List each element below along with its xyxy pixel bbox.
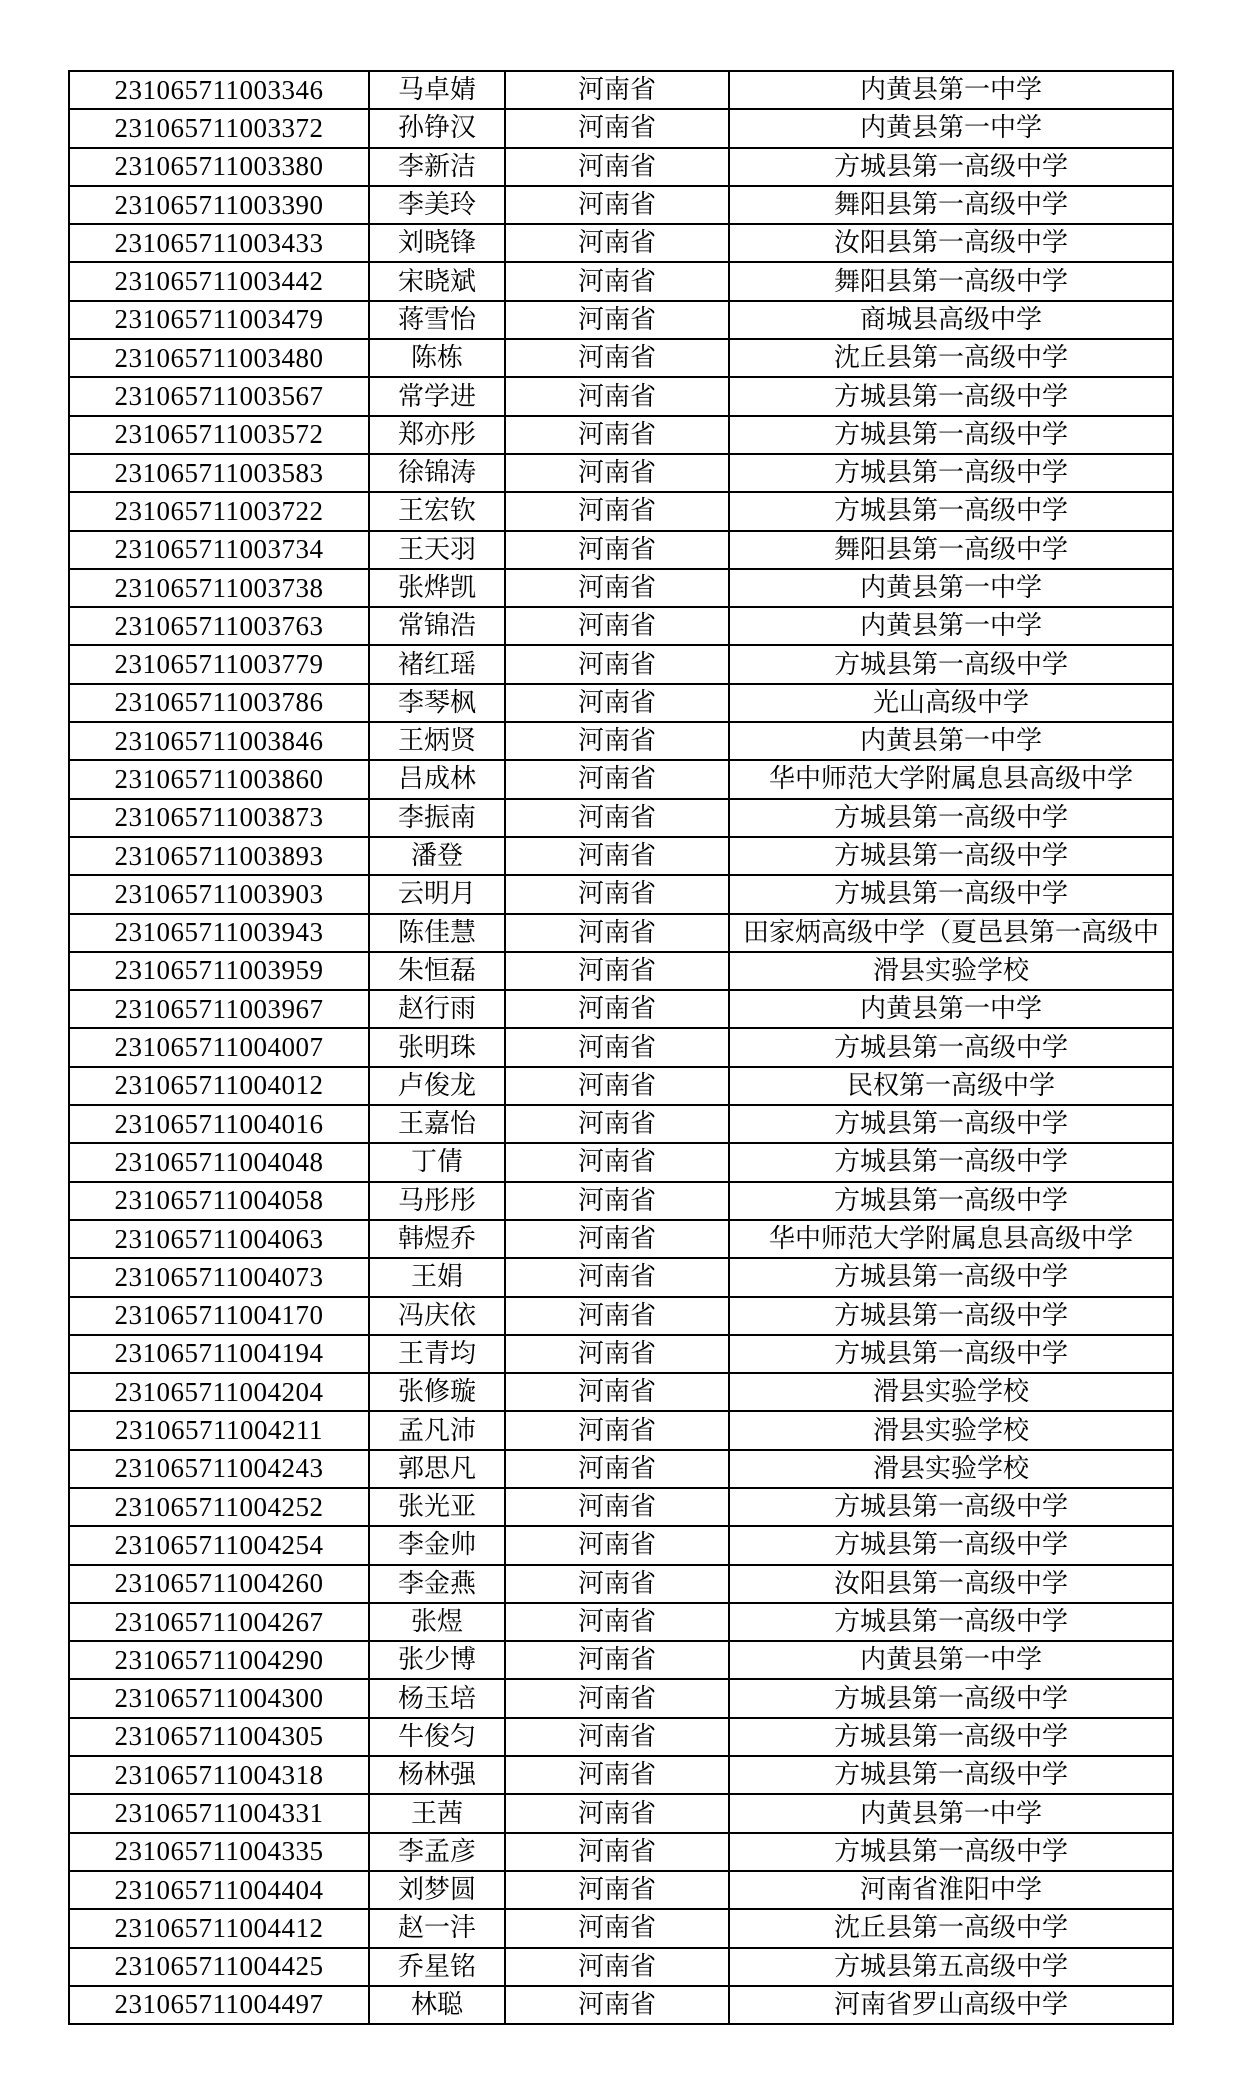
student-name-cell: 徐锦涛 bbox=[369, 454, 505, 492]
candidate-id-cell: 231065711004170 bbox=[69, 1297, 369, 1335]
province-cell: 河南省 bbox=[505, 1220, 729, 1258]
school-cell: 内黄县第一中学 bbox=[729, 607, 1173, 645]
school-cell: 民权第一高级中学 bbox=[729, 1067, 1173, 1105]
table-row bbox=[69, 1105, 1173, 1143]
province-cell: 河南省 bbox=[505, 531, 729, 569]
student-name-cell: 张少博 bbox=[369, 1641, 505, 1679]
school-cell: 内黄县第一中学 bbox=[729, 109, 1173, 147]
candidate-id-cell: 231065711004260 bbox=[69, 1565, 369, 1603]
province-cell: 河南省 bbox=[505, 301, 729, 339]
province-cell: 河南省 bbox=[505, 1909, 729, 1947]
student-name-cell: 王嘉怡 bbox=[369, 1105, 505, 1143]
province-cell: 河南省 bbox=[505, 1297, 729, 1335]
province-cell: 河南省 bbox=[505, 799, 729, 837]
student-name-cell: 郑亦彤 bbox=[369, 416, 505, 454]
province-cell: 河南省 bbox=[505, 148, 729, 186]
school-cell: 汝阳县第一高级中学 bbox=[729, 1565, 1173, 1603]
table-row bbox=[69, 1526, 1173, 1564]
candidate-id-cell: 231065711003583 bbox=[69, 454, 369, 492]
student-name-cell: 蒋雪怡 bbox=[369, 301, 505, 339]
school-cell: 方城县第一高级中学 bbox=[729, 454, 1173, 492]
table-row bbox=[69, 1871, 1173, 1909]
student-name-cell: 常锦浩 bbox=[369, 607, 505, 645]
candidate-id-cell: 231065711003480 bbox=[69, 339, 369, 377]
candidate-id-cell: 231065711004211 bbox=[69, 1411, 369, 1449]
student-name-cell: 张修璇 bbox=[369, 1373, 505, 1411]
table-row bbox=[69, 454, 1173, 492]
table-row bbox=[69, 1833, 1173, 1871]
province-cell: 河南省 bbox=[505, 1641, 729, 1679]
school-cell: 方城县第一高级中学 bbox=[729, 1526, 1173, 1564]
province-cell: 河南省 bbox=[505, 645, 729, 683]
student-name-cell: 乔星铭 bbox=[369, 1948, 505, 1986]
candidate-id-cell: 231065711004412 bbox=[69, 1909, 369, 1947]
school-cell: 汝阳县第一高级中学 bbox=[729, 224, 1173, 262]
table-row bbox=[69, 1373, 1173, 1411]
province-cell: 河南省 bbox=[505, 1679, 729, 1717]
table-row bbox=[69, 1794, 1173, 1832]
school-cell: 内黄县第一中学 bbox=[729, 1794, 1173, 1832]
school-cell: 方城县第一高级中学 bbox=[729, 1105, 1173, 1143]
province-cell: 河南省 bbox=[505, 760, 729, 798]
table-row bbox=[69, 1909, 1173, 1947]
candidate-id-cell: 231065711003959 bbox=[69, 952, 369, 990]
table-row bbox=[69, 492, 1173, 530]
student-name-cell: 卢俊龙 bbox=[369, 1067, 505, 1105]
student-name-cell: 潘登 bbox=[369, 837, 505, 875]
student-name-cell: 朱恒磊 bbox=[369, 952, 505, 990]
province-cell: 河南省 bbox=[505, 1948, 729, 1986]
province-cell: 河南省 bbox=[505, 1488, 729, 1526]
student-name-cell: 张烨凯 bbox=[369, 569, 505, 607]
student-name-cell: 郭思凡 bbox=[369, 1450, 505, 1488]
school-cell: 舞阳县第一高级中学 bbox=[729, 531, 1173, 569]
table-row bbox=[69, 1067, 1173, 1105]
province-cell: 河南省 bbox=[505, 1833, 729, 1871]
school-cell: 方城县第一高级中学 bbox=[729, 875, 1173, 913]
student-name-cell: 张光亚 bbox=[369, 1488, 505, 1526]
school-cell: 方城县第一高级中学 bbox=[729, 1335, 1173, 1373]
candidate-id-cell: 231065711004063 bbox=[69, 1220, 369, 1258]
province-cell: 河南省 bbox=[505, 1028, 729, 1066]
student-name-cell: 李金燕 bbox=[369, 1565, 505, 1603]
student-name-cell: 王娟 bbox=[369, 1258, 505, 1296]
student-name-cell: 林聪 bbox=[369, 1986, 505, 2024]
candidate-id-cell: 231065711003390 bbox=[69, 186, 369, 224]
candidate-id-cell: 231065711004007 bbox=[69, 1028, 369, 1066]
province-cell: 河南省 bbox=[505, 109, 729, 147]
school-cell: 河南省淮阳中学 bbox=[729, 1871, 1173, 1909]
student-name-cell: 王茜 bbox=[369, 1794, 505, 1832]
province-cell: 河南省 bbox=[505, 914, 729, 952]
student-name-cell: 马彤彤 bbox=[369, 1182, 505, 1220]
student-name-cell: 宋晓斌 bbox=[369, 262, 505, 300]
candidate-id-cell: 231065711004252 bbox=[69, 1488, 369, 1526]
school-cell: 方城县第一高级中学 bbox=[729, 1297, 1173, 1335]
candidate-id-cell: 231065711004267 bbox=[69, 1603, 369, 1641]
candidate-id-cell: 231065711004243 bbox=[69, 1450, 369, 1488]
table-row bbox=[69, 1220, 1173, 1258]
table-row bbox=[69, 607, 1173, 645]
school-cell: 内黄县第一中学 bbox=[729, 1641, 1173, 1679]
province-cell: 河南省 bbox=[505, 1565, 729, 1603]
school-cell: 方城县第一高级中学 bbox=[729, 1833, 1173, 1871]
school-cell: 舞阳县第一高级中学 bbox=[729, 262, 1173, 300]
candidate-id-cell: 231065711003722 bbox=[69, 492, 369, 530]
student-name-cell: 王青均 bbox=[369, 1335, 505, 1373]
candidate-id-cell: 231065711003786 bbox=[69, 684, 369, 722]
student-name-cell: 丁倩 bbox=[369, 1143, 505, 1181]
table-row bbox=[69, 531, 1173, 569]
table-row bbox=[69, 1297, 1173, 1335]
table-row bbox=[69, 71, 1173, 109]
school-cell: 方城县第一高级中学 bbox=[729, 1258, 1173, 1296]
table-row bbox=[69, 952, 1173, 990]
province-cell: 河南省 bbox=[505, 1182, 729, 1220]
province-cell: 河南省 bbox=[505, 416, 729, 454]
candidate-id-cell: 231065711004016 bbox=[69, 1105, 369, 1143]
province-cell: 河南省 bbox=[505, 1526, 729, 1564]
province-cell: 河南省 bbox=[505, 1067, 729, 1105]
table-row bbox=[69, 186, 1173, 224]
school-cell: 华中师范大学附属息县高级中学 bbox=[729, 1220, 1173, 1258]
table-row bbox=[69, 1603, 1173, 1641]
candidate-id-cell: 231065711004497 bbox=[69, 1986, 369, 2024]
province-cell: 河南省 bbox=[505, 837, 729, 875]
candidate-id-cell: 231065711003738 bbox=[69, 569, 369, 607]
table-row bbox=[69, 1028, 1173, 1066]
province-cell: 河南省 bbox=[505, 684, 729, 722]
school-cell: 方城县第一高级中学 bbox=[729, 377, 1173, 415]
table-row bbox=[69, 1756, 1173, 1794]
candidate-id-cell: 231065711003763 bbox=[69, 607, 369, 645]
table-row bbox=[69, 914, 1173, 952]
school-cell: 沈丘县第一高级中学 bbox=[729, 339, 1173, 377]
student-name-cell: 赵行雨 bbox=[369, 990, 505, 1028]
table-row bbox=[69, 760, 1173, 798]
table-row bbox=[69, 262, 1173, 300]
candidate-id-cell: 231065711003860 bbox=[69, 760, 369, 798]
candidate-id-cell: 231065711004254 bbox=[69, 1526, 369, 1564]
candidate-id-cell: 231065711004290 bbox=[69, 1641, 369, 1679]
student-name-cell: 李振南 bbox=[369, 799, 505, 837]
student-name-cell: 王炳贤 bbox=[369, 722, 505, 760]
province-cell: 河南省 bbox=[505, 1335, 729, 1373]
student-name-cell: 吕成林 bbox=[369, 760, 505, 798]
candidate-id-cell: 231065711004204 bbox=[69, 1373, 369, 1411]
table-row bbox=[69, 990, 1173, 1028]
school-cell: 方城县第一高级中学 bbox=[729, 1603, 1173, 1641]
province-cell: 河南省 bbox=[505, 262, 729, 300]
table-row bbox=[69, 1182, 1173, 1220]
candidate-id-cell: 231065711004048 bbox=[69, 1143, 369, 1181]
candidate-id-cell: 231065711003380 bbox=[69, 148, 369, 186]
school-cell: 滑县实验学校 bbox=[729, 952, 1173, 990]
student-name-cell: 杨玉培 bbox=[369, 1679, 505, 1717]
candidate-id-cell: 231065711003734 bbox=[69, 531, 369, 569]
school-cell: 方城县第一高级中学 bbox=[729, 645, 1173, 683]
table-row bbox=[69, 1641, 1173, 1679]
student-name-cell: 孙铮汉 bbox=[369, 109, 505, 147]
table-row bbox=[69, 684, 1173, 722]
school-cell: 方城县第一高级中学 bbox=[729, 1488, 1173, 1526]
school-cell: 田家炳高级中学（夏邑县第一高级中 bbox=[729, 914, 1173, 952]
school-cell: 方城县第一高级中学 bbox=[729, 1679, 1173, 1717]
school-cell: 方城县第一高级中学 bbox=[729, 1718, 1173, 1756]
student-name-cell: 杨林强 bbox=[369, 1756, 505, 1794]
table-row bbox=[69, 416, 1173, 454]
table-row bbox=[69, 1258, 1173, 1296]
candidate-id-cell: 231065711003873 bbox=[69, 799, 369, 837]
school-cell: 滑县实验学校 bbox=[729, 1450, 1173, 1488]
province-cell: 河南省 bbox=[505, 186, 729, 224]
candidate-id-cell: 231065711003893 bbox=[69, 837, 369, 875]
student-name-cell: 冯庆依 bbox=[369, 1297, 505, 1335]
table-row bbox=[69, 1488, 1173, 1526]
table-row bbox=[69, 1986, 1173, 2024]
table-row bbox=[69, 875, 1173, 913]
school-cell: 滑县实验学校 bbox=[729, 1411, 1173, 1449]
table-row bbox=[69, 148, 1173, 186]
student-name-cell: 牛俊匀 bbox=[369, 1718, 505, 1756]
school-cell: 内黄县第一中学 bbox=[729, 71, 1173, 109]
student-name-cell: 孟凡沛 bbox=[369, 1411, 505, 1449]
student-name-cell: 云明月 bbox=[369, 875, 505, 913]
candidate-id-cell: 231065711003442 bbox=[69, 262, 369, 300]
candidate-id-cell: 231065711004425 bbox=[69, 1948, 369, 1986]
student-name-cell: 李金帅 bbox=[369, 1526, 505, 1564]
province-cell: 河南省 bbox=[505, 71, 729, 109]
province-cell: 河南省 bbox=[505, 1258, 729, 1296]
school-cell: 方城县第一高级中学 bbox=[729, 416, 1173, 454]
school-cell: 方城县第一高级中学 bbox=[729, 1182, 1173, 1220]
table-row bbox=[69, 1718, 1173, 1756]
candidate-id-cell: 231065711004305 bbox=[69, 1718, 369, 1756]
school-cell: 方城县第一高级中学 bbox=[729, 1028, 1173, 1066]
student-name-cell: 李美玲 bbox=[369, 186, 505, 224]
school-cell: 内黄县第一中学 bbox=[729, 722, 1173, 760]
student-name-cell: 马卓婧 bbox=[369, 71, 505, 109]
candidate-id-cell: 231065711003967 bbox=[69, 990, 369, 1028]
student-name-cell: 王宏钦 bbox=[369, 492, 505, 530]
school-cell: 方城县第一高级中学 bbox=[729, 799, 1173, 837]
table-row bbox=[69, 722, 1173, 760]
table-row bbox=[69, 1948, 1173, 1986]
school-cell: 华中师范大学附属息县高级中学 bbox=[729, 760, 1173, 798]
candidate-id-cell: 231065711003846 bbox=[69, 722, 369, 760]
school-cell: 河南省罗山高级中学 bbox=[729, 1986, 1173, 2024]
student-name-cell: 常学进 bbox=[369, 377, 505, 415]
school-cell: 方城县第一高级中学 bbox=[729, 148, 1173, 186]
student-name-cell: 张明珠 bbox=[369, 1028, 505, 1066]
province-cell: 河南省 bbox=[505, 1794, 729, 1832]
table-row bbox=[69, 1143, 1173, 1181]
admission-list-body bbox=[69, 71, 1173, 2024]
table-row bbox=[69, 1450, 1173, 1488]
student-name-cell: 李孟彦 bbox=[369, 1833, 505, 1871]
school-cell: 沈丘县第一高级中学 bbox=[729, 1909, 1173, 1947]
candidate-id-cell: 231065711003567 bbox=[69, 377, 369, 415]
table-row bbox=[69, 1679, 1173, 1717]
student-name-cell: 褚红瑶 bbox=[369, 645, 505, 683]
table-row bbox=[69, 109, 1173, 147]
province-cell: 河南省 bbox=[505, 1450, 729, 1488]
school-cell: 方城县第一高级中学 bbox=[729, 492, 1173, 530]
school-cell: 光山高级中学 bbox=[729, 684, 1173, 722]
candidate-id-cell: 231065711004012 bbox=[69, 1067, 369, 1105]
table-row bbox=[69, 1565, 1173, 1603]
school-cell: 滑县实验学校 bbox=[729, 1373, 1173, 1411]
student-name-cell: 李新洁 bbox=[369, 148, 505, 186]
table-row bbox=[69, 377, 1173, 415]
province-cell: 河南省 bbox=[505, 952, 729, 990]
student-name-cell: 赵一沣 bbox=[369, 1909, 505, 1947]
candidate-id-cell: 231065711003779 bbox=[69, 645, 369, 683]
table-row bbox=[69, 339, 1173, 377]
candidate-id-cell: 231065711003943 bbox=[69, 914, 369, 952]
province-cell: 河南省 bbox=[505, 722, 729, 760]
province-cell: 河南省 bbox=[505, 1105, 729, 1143]
student-name-cell: 韩煜乔 bbox=[369, 1220, 505, 1258]
candidate-id-cell: 231065711003479 bbox=[69, 301, 369, 339]
candidate-id-cell: 231065711004194 bbox=[69, 1335, 369, 1373]
school-cell: 舞阳县第一高级中学 bbox=[729, 186, 1173, 224]
candidate-id-cell: 231065711004404 bbox=[69, 1871, 369, 1909]
province-cell: 河南省 bbox=[505, 1756, 729, 1794]
province-cell: 河南省 bbox=[505, 569, 729, 607]
student-name-cell: 王天羽 bbox=[369, 531, 505, 569]
student-name-cell: 李琴枫 bbox=[369, 684, 505, 722]
school-cell: 内黄县第一中学 bbox=[729, 990, 1173, 1028]
candidate-id-cell: 231065711004300 bbox=[69, 1679, 369, 1717]
candidate-id-cell: 231065711004335 bbox=[69, 1833, 369, 1871]
candidate-id-cell: 231065711003903 bbox=[69, 875, 369, 913]
province-cell: 河南省 bbox=[505, 1373, 729, 1411]
table-row bbox=[69, 569, 1173, 607]
province-cell: 河南省 bbox=[505, 1871, 729, 1909]
school-cell: 方城县第一高级中学 bbox=[729, 1143, 1173, 1181]
province-cell: 河南省 bbox=[505, 1986, 729, 2024]
province-cell: 河南省 bbox=[505, 607, 729, 645]
province-cell: 河南省 bbox=[505, 1603, 729, 1641]
province-cell: 河南省 bbox=[505, 875, 729, 913]
province-cell: 河南省 bbox=[505, 1411, 729, 1449]
province-cell: 河南省 bbox=[505, 224, 729, 262]
school-cell: 方城县第一高级中学 bbox=[729, 837, 1173, 875]
candidate-id-cell: 231065711003372 bbox=[69, 109, 369, 147]
table-row bbox=[69, 645, 1173, 683]
student-name-cell: 刘晓锋 bbox=[369, 224, 505, 262]
table-row bbox=[69, 301, 1173, 339]
candidate-id-cell: 231065711003433 bbox=[69, 224, 369, 262]
candidate-id-cell: 231065711003572 bbox=[69, 416, 369, 454]
school-cell: 方城县第一高级中学 bbox=[729, 1756, 1173, 1794]
school-cell: 内黄县第一中学 bbox=[729, 569, 1173, 607]
province-cell: 河南省 bbox=[505, 1143, 729, 1181]
table-row bbox=[69, 837, 1173, 875]
province-cell: 河南省 bbox=[505, 1718, 729, 1756]
table-row bbox=[69, 224, 1173, 262]
school-cell: 方城县第五高级中学 bbox=[729, 1948, 1173, 1986]
candidate-id-cell: 231065711004058 bbox=[69, 1182, 369, 1220]
student-name-cell: 陈佳慧 bbox=[369, 914, 505, 952]
student-name-cell: 张煜 bbox=[369, 1603, 505, 1641]
school-cell: 商城县高级中学 bbox=[729, 301, 1173, 339]
province-cell: 河南省 bbox=[505, 377, 729, 415]
candidate-id-cell: 231065711004331 bbox=[69, 1794, 369, 1832]
province-cell: 河南省 bbox=[505, 990, 729, 1028]
table-row bbox=[69, 1411, 1173, 1449]
candidate-id-cell: 231065711004318 bbox=[69, 1756, 369, 1794]
table-row bbox=[69, 1335, 1173, 1373]
table-row bbox=[69, 799, 1173, 837]
province-cell: 河南省 bbox=[505, 454, 729, 492]
candidate-id-cell: 231065711003346 bbox=[69, 71, 369, 109]
province-cell: 河南省 bbox=[505, 492, 729, 530]
province-cell: 河南省 bbox=[505, 339, 729, 377]
candidate-id-cell: 231065711004073 bbox=[69, 1258, 369, 1296]
admission-list-table bbox=[68, 70, 1174, 2025]
student-name-cell: 刘梦圆 bbox=[369, 1871, 505, 1909]
student-name-cell: 陈栋 bbox=[369, 339, 505, 377]
